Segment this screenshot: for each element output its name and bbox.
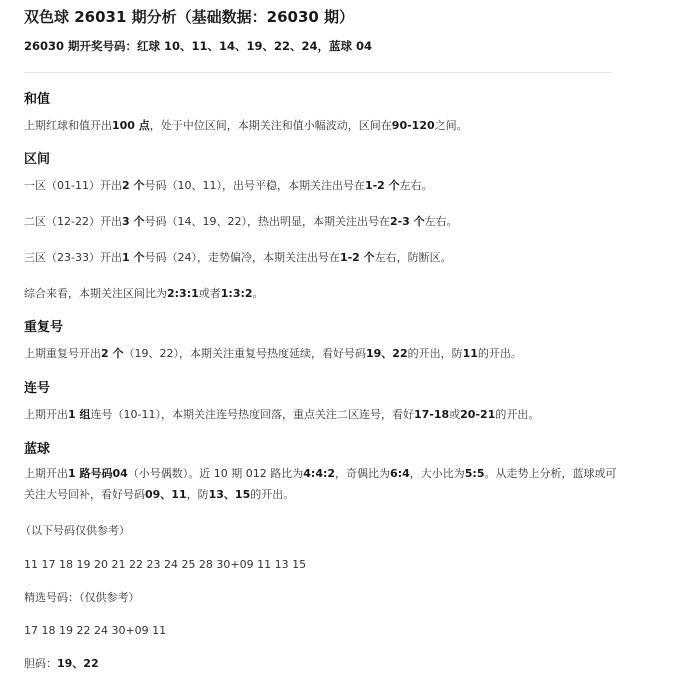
emphasis: 4:4:2 (303, 467, 336, 480)
text: 号码（10、11），出号平稳，本期关注出号在 (144, 179, 365, 192)
text: 的开出。 (495, 408, 540, 421)
page-title: 双色球 26031 期分析（基础数据：26030 期） (24, 8, 355, 26)
text: 左右。 (399, 179, 433, 192)
text: 号码（14、19、22），热出明显，本期关注出号在 (144, 215, 390, 228)
text: ，大小比为 (409, 467, 465, 480)
emphasis: 1 路号码04 (68, 467, 128, 480)
text: 号码（24），走势偏冷，本期关注出号在 (144, 251, 340, 264)
text: 或 (449, 408, 461, 421)
text: 之间。 (434, 119, 468, 132)
text: （小号偶数）。近 10 期 012 路比为 (127, 467, 304, 480)
emphasis: 5:5 (464, 467, 485, 480)
emphasis: 11 (462, 347, 478, 360)
emphasis: 1 组 (68, 408, 91, 421)
text: 综合来看，本期关注区间比为 (24, 287, 167, 300)
zone-2-paragraph (24, 214, 458, 230)
emphasis: 2 个 (101, 347, 124, 360)
section-heading-zones: 区间 (24, 152, 51, 167)
text: 上期开出 (24, 467, 68, 480)
consecutive-paragraph (24, 407, 539, 423)
text: ，防 (186, 488, 209, 501)
emphasis: 90-120 (391, 119, 435, 132)
dan-label: 胆码： (24, 657, 57, 670)
draw-result (24, 38, 372, 54)
zone-3-paragraph (24, 250, 452, 266)
emphasis: 2-3 个 (389, 215, 425, 228)
text: 左右。 (424, 215, 458, 228)
zone-1-paragraph (24, 178, 433, 194)
text: 的开出，防 (407, 347, 463, 360)
text: 二区（12-22）开出 (24, 215, 122, 228)
emphasis: 19、22 (365, 347, 408, 360)
emphasis: 1 个 (121, 251, 145, 264)
text: 上期红球和值开出 (24, 119, 112, 132)
reference-note: （以下号码仅供参考） (20, 524, 130, 537)
picked-numbers: 17 18 19 22 24 30+09 11 (24, 624, 167, 637)
text: 上期重复号开出 (24, 347, 101, 360)
text: （19、22），本期关注重复号热度延续，看好号码 (123, 347, 366, 360)
text: 连号（10-11），本期关注连号热度回落，重点关注二区连号，看好 (90, 408, 414, 421)
text: 的开出。 (250, 488, 295, 501)
number-pool: 11 17 18 19 20 21 22 23 24 25 28 30+09 11 13 15 (24, 558, 307, 571)
emphasis: 3 个 (121, 215, 145, 228)
section-heading-consecutive: 连号 (24, 381, 51, 396)
draw-result-numbers: 红球 10、11、14、19、22、24，蓝球 04 (137, 39, 373, 53)
picked-label: 精选号码：（仅供参考） (24, 591, 140, 604)
text: 左右，防断区。 (374, 251, 452, 264)
emphasis: 1:3:2 (220, 287, 253, 300)
text: 或者 (198, 287, 221, 300)
section-heading-repeat: 重复号 (24, 320, 64, 335)
divider (24, 72, 612, 73)
repeat-paragraph (24, 346, 522, 362)
text: 一区（01-11）开出 (24, 179, 122, 192)
text: 三区（23-33）开出 (24, 251, 122, 264)
sum-paragraph (24, 118, 468, 134)
draw-result-label: 26030 期开奖号码： (24, 39, 138, 53)
emphasis: 1-2 个 (364, 179, 400, 192)
text: ，奇偶比为 (335, 467, 391, 480)
emphasis: 09、11 (145, 488, 187, 501)
text: ，处于中位区间，本期关注和值小幅波动，区间在 (149, 119, 392, 132)
section-heading-blue: 蓝球 (24, 442, 51, 457)
emphasis: 2 个 (121, 179, 145, 192)
section-heading-sum: 和值 (24, 92, 51, 107)
emphasis: 13、15 (208, 488, 251, 501)
emphasis: 6:4 (390, 467, 410, 480)
emphasis: 17-18 (413, 408, 450, 421)
emphasis: 100 点 (112, 119, 150, 132)
dan-line (24, 656, 99, 672)
blue-paragraph (24, 463, 624, 505)
zone-summary-paragraph (24, 286, 264, 302)
dan-value: 19、22 (57, 657, 99, 670)
text: 。从走势上分析，蓝球或可关注大号回补，看好号码 (24, 467, 617, 501)
text: 的开出。 (477, 347, 522, 360)
text: 上期开出 (24, 408, 68, 421)
emphasis: 1-2 个 (339, 251, 375, 264)
emphasis: 20-21 (460, 408, 496, 421)
text: 。 (252, 287, 264, 300)
emphasis: 2:3:1 (167, 287, 199, 300)
